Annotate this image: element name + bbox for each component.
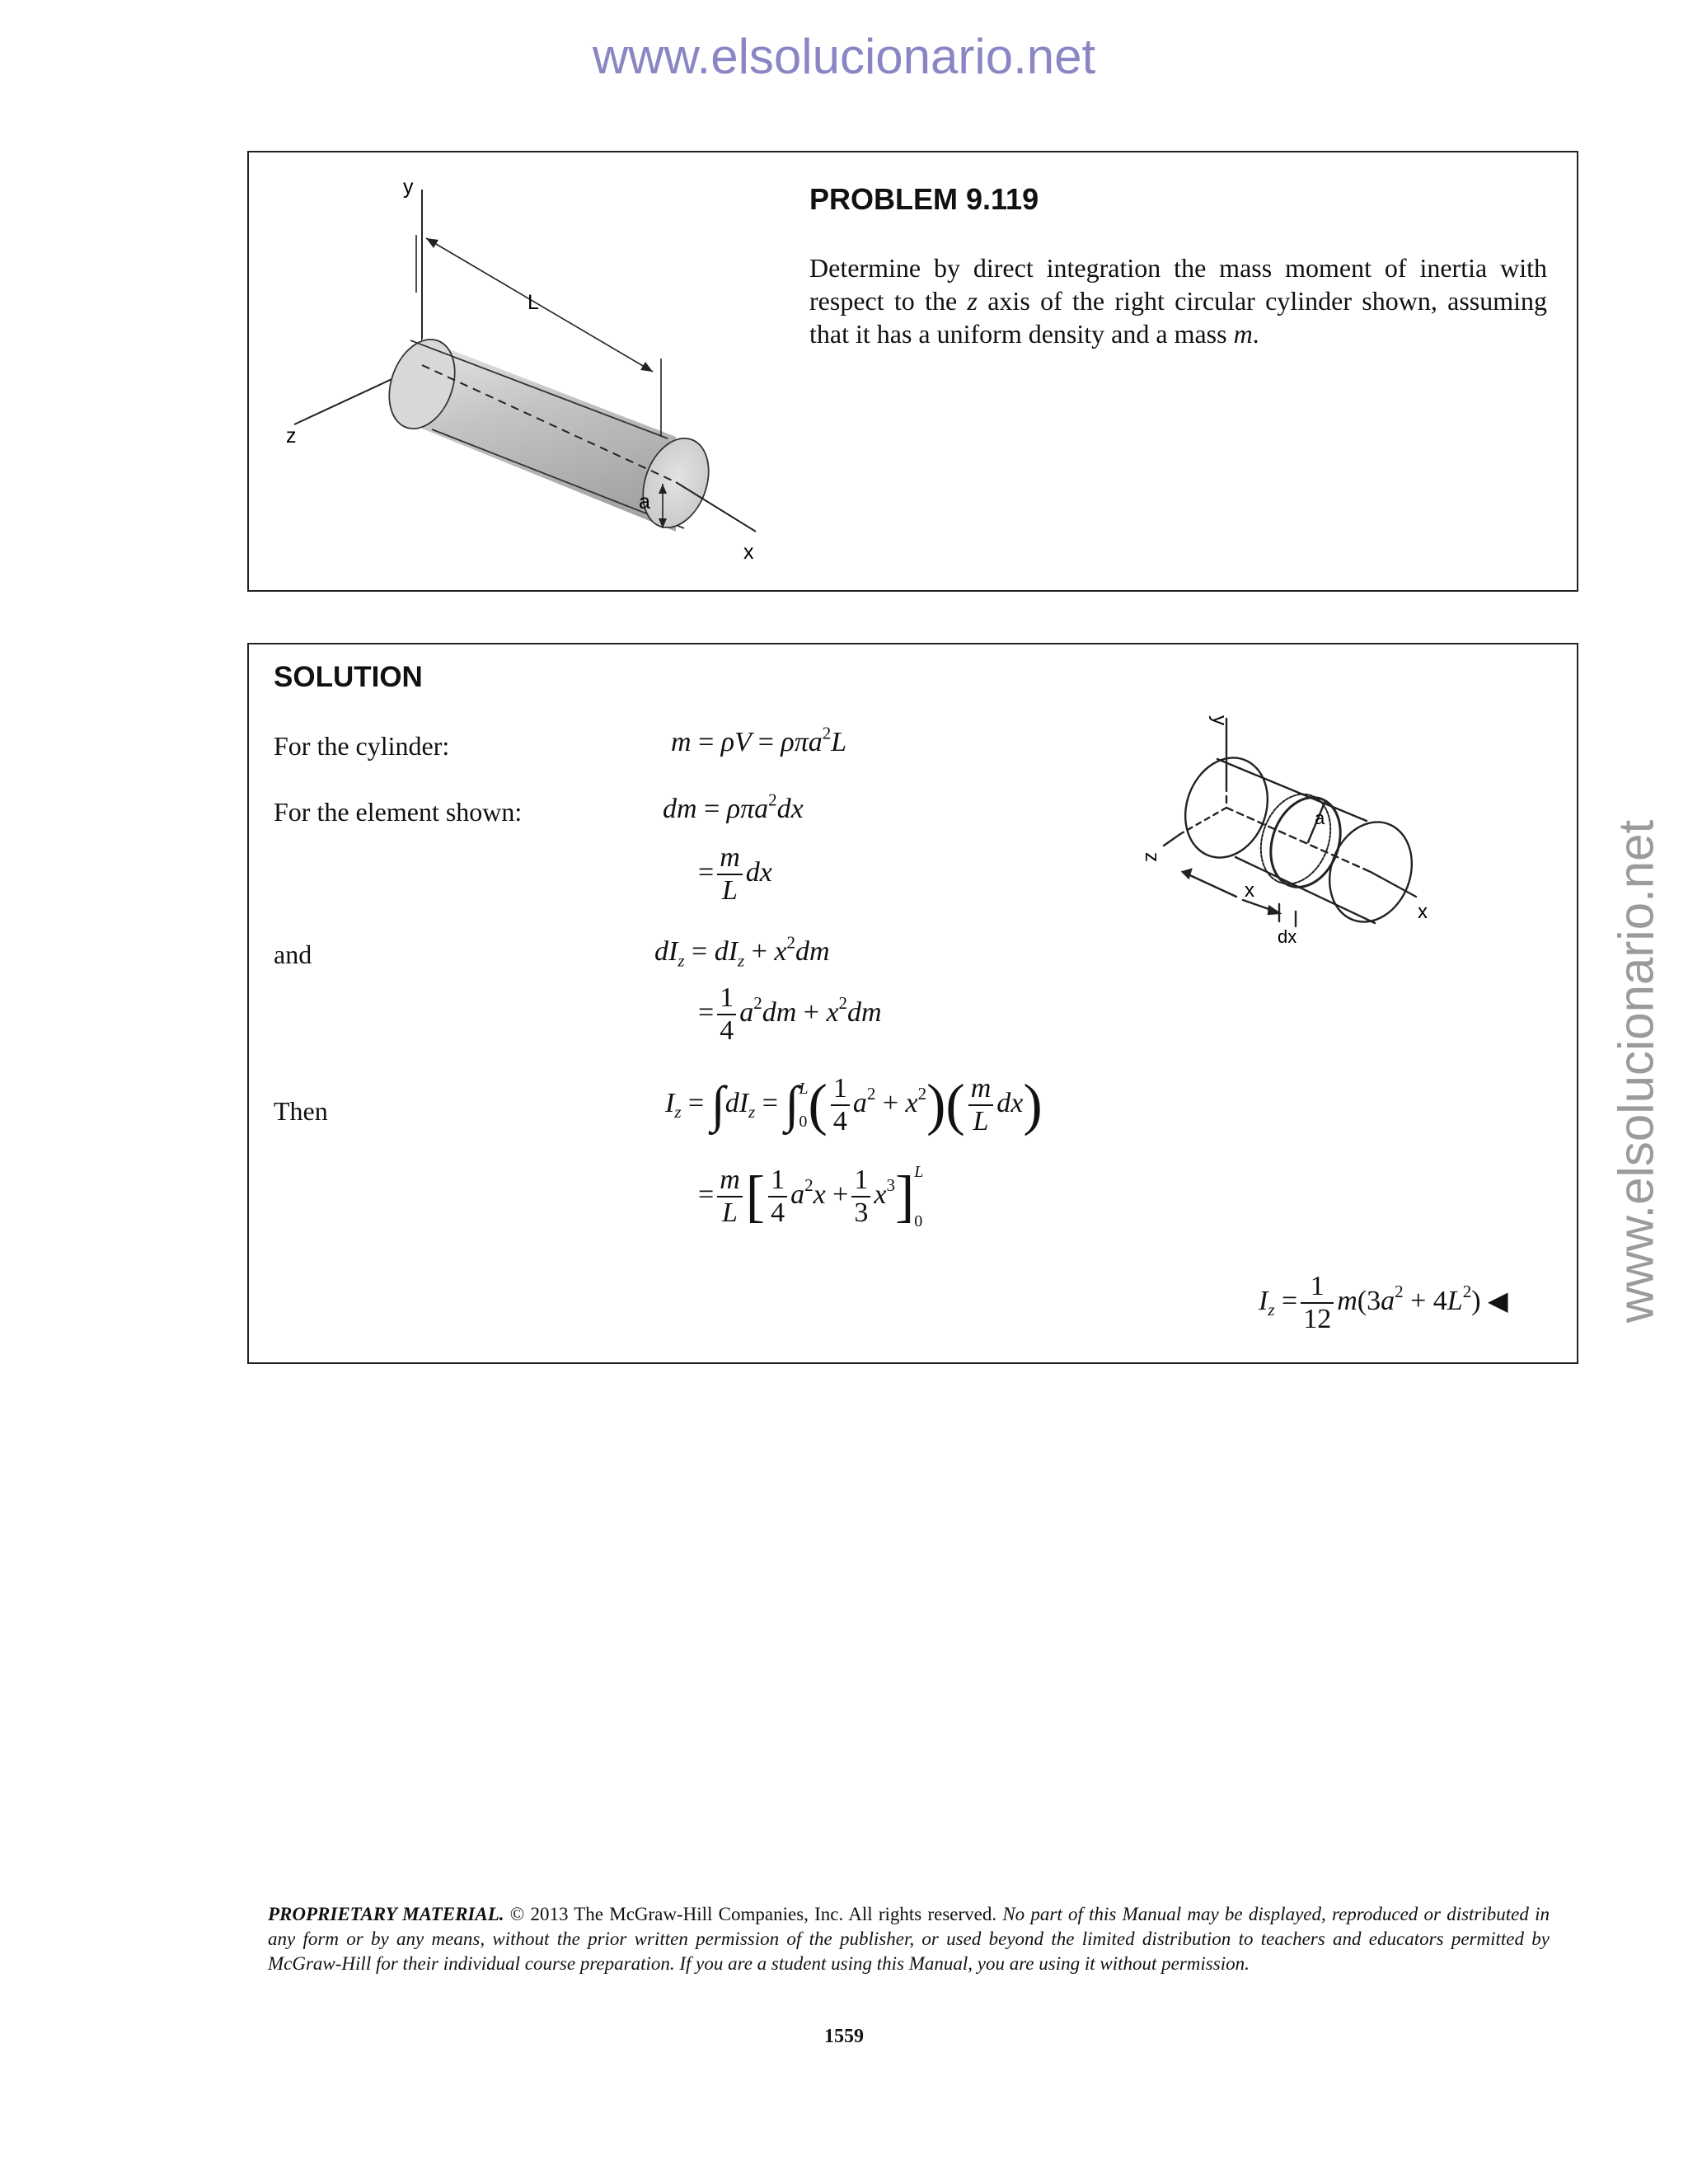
elem-x-axis-label: x bbox=[1418, 901, 1428, 923]
eq-dm: dm = ρπa$^2$dx bbox=[663, 790, 804, 824]
eq-Iz-integral: $I_z = \int dI_z$ = ∫ L 0 ( $\frac{1}{4}$ $a^2 + x^2$)( $\frac{m}{L}$ dx) bbox=[665, 1073, 1043, 1137]
fig-a-label: a bbox=[639, 490, 650, 513]
problem-box bbox=[247, 151, 1578, 592]
fig-z-label: z bbox=[286, 424, 297, 448]
label-element: For the element shown: bbox=[274, 797, 523, 827]
result-marker: ◀ bbox=[1488, 1285, 1508, 1315]
elem-a-label: a bbox=[1315, 808, 1325, 828]
eq-mass: m = ρV = ρπa$^2$L bbox=[671, 723, 847, 757]
watermark-side-text: www.elsolucionario.net bbox=[1608, 819, 1664, 1324]
eq-dIz: $dI_z = dI_z + x^2dm$ bbox=[654, 932, 830, 971]
copyright-notice: PROPRIETARY MATERIAL. © 2013 The McGraw-Hill Companies, Inc. All rights reserved. No part of this Manual may be displayed, reproduced or distributed in any form or by any means, without the prior written permission of the publisher, or used beyond the limited distribution to teachers and educators permitted by McGraw-Hill for their individual course preparation. If you are a student using this Manual, you are using it without permission. bbox=[268, 1904, 1550, 1974]
solution-box bbox=[247, 643, 1578, 1364]
fig-y-label: y bbox=[403, 176, 414, 199]
problem-statement: Determine by direct integration the mass moment of inertia with respect to the z axis of the right circular cylinder shown, assuming that it has a uniform density and a mass m. bbox=[809, 253, 1548, 349]
element-figure bbox=[1139, 710, 1485, 974]
eq-result: $I_z$ = $\frac{1}{12}$ $m(3a^2 + 4L^2)$ ◀ bbox=[1259, 1271, 1508, 1334]
eq-dm-2: = $\frac{m}{L}$ dx bbox=[698, 842, 772, 906]
eq-dIz-2: = $\frac{1}{4}$ $a^2dm + x^2dm$ bbox=[698, 982, 882, 1046]
problem-title: PROBLEM 9.119 bbox=[809, 182, 1039, 216]
fig-x-label: x bbox=[743, 541, 754, 564]
cylinder-figure bbox=[249, 152, 776, 581]
label-cylinder: For the cylinder: bbox=[274, 731, 450, 761]
elem-y-label: y bbox=[1208, 715, 1231, 725]
elem-z-label: z bbox=[1141, 852, 1163, 862]
eq-Iz-evaluated: = $\frac{m}{L}$ [ $\frac{1}{4}$ $a^2x$ + $\frac{1}{3}$ $x^3$] L 0 bbox=[698, 1163, 924, 1230]
elem-x-dim-label: x bbox=[1245, 879, 1254, 902]
elem-dx-label: dx bbox=[1278, 926, 1297, 947]
label-then: Then bbox=[274, 1096, 328, 1126]
fig-L-label: L bbox=[528, 291, 539, 314]
page-number: 1559 bbox=[824, 2026, 864, 2047]
watermark-top: www.elsolucionario.net bbox=[592, 29, 1096, 84]
solution-title: SOLUTION bbox=[274, 661, 423, 693]
label-and: and bbox=[274, 940, 312, 969]
